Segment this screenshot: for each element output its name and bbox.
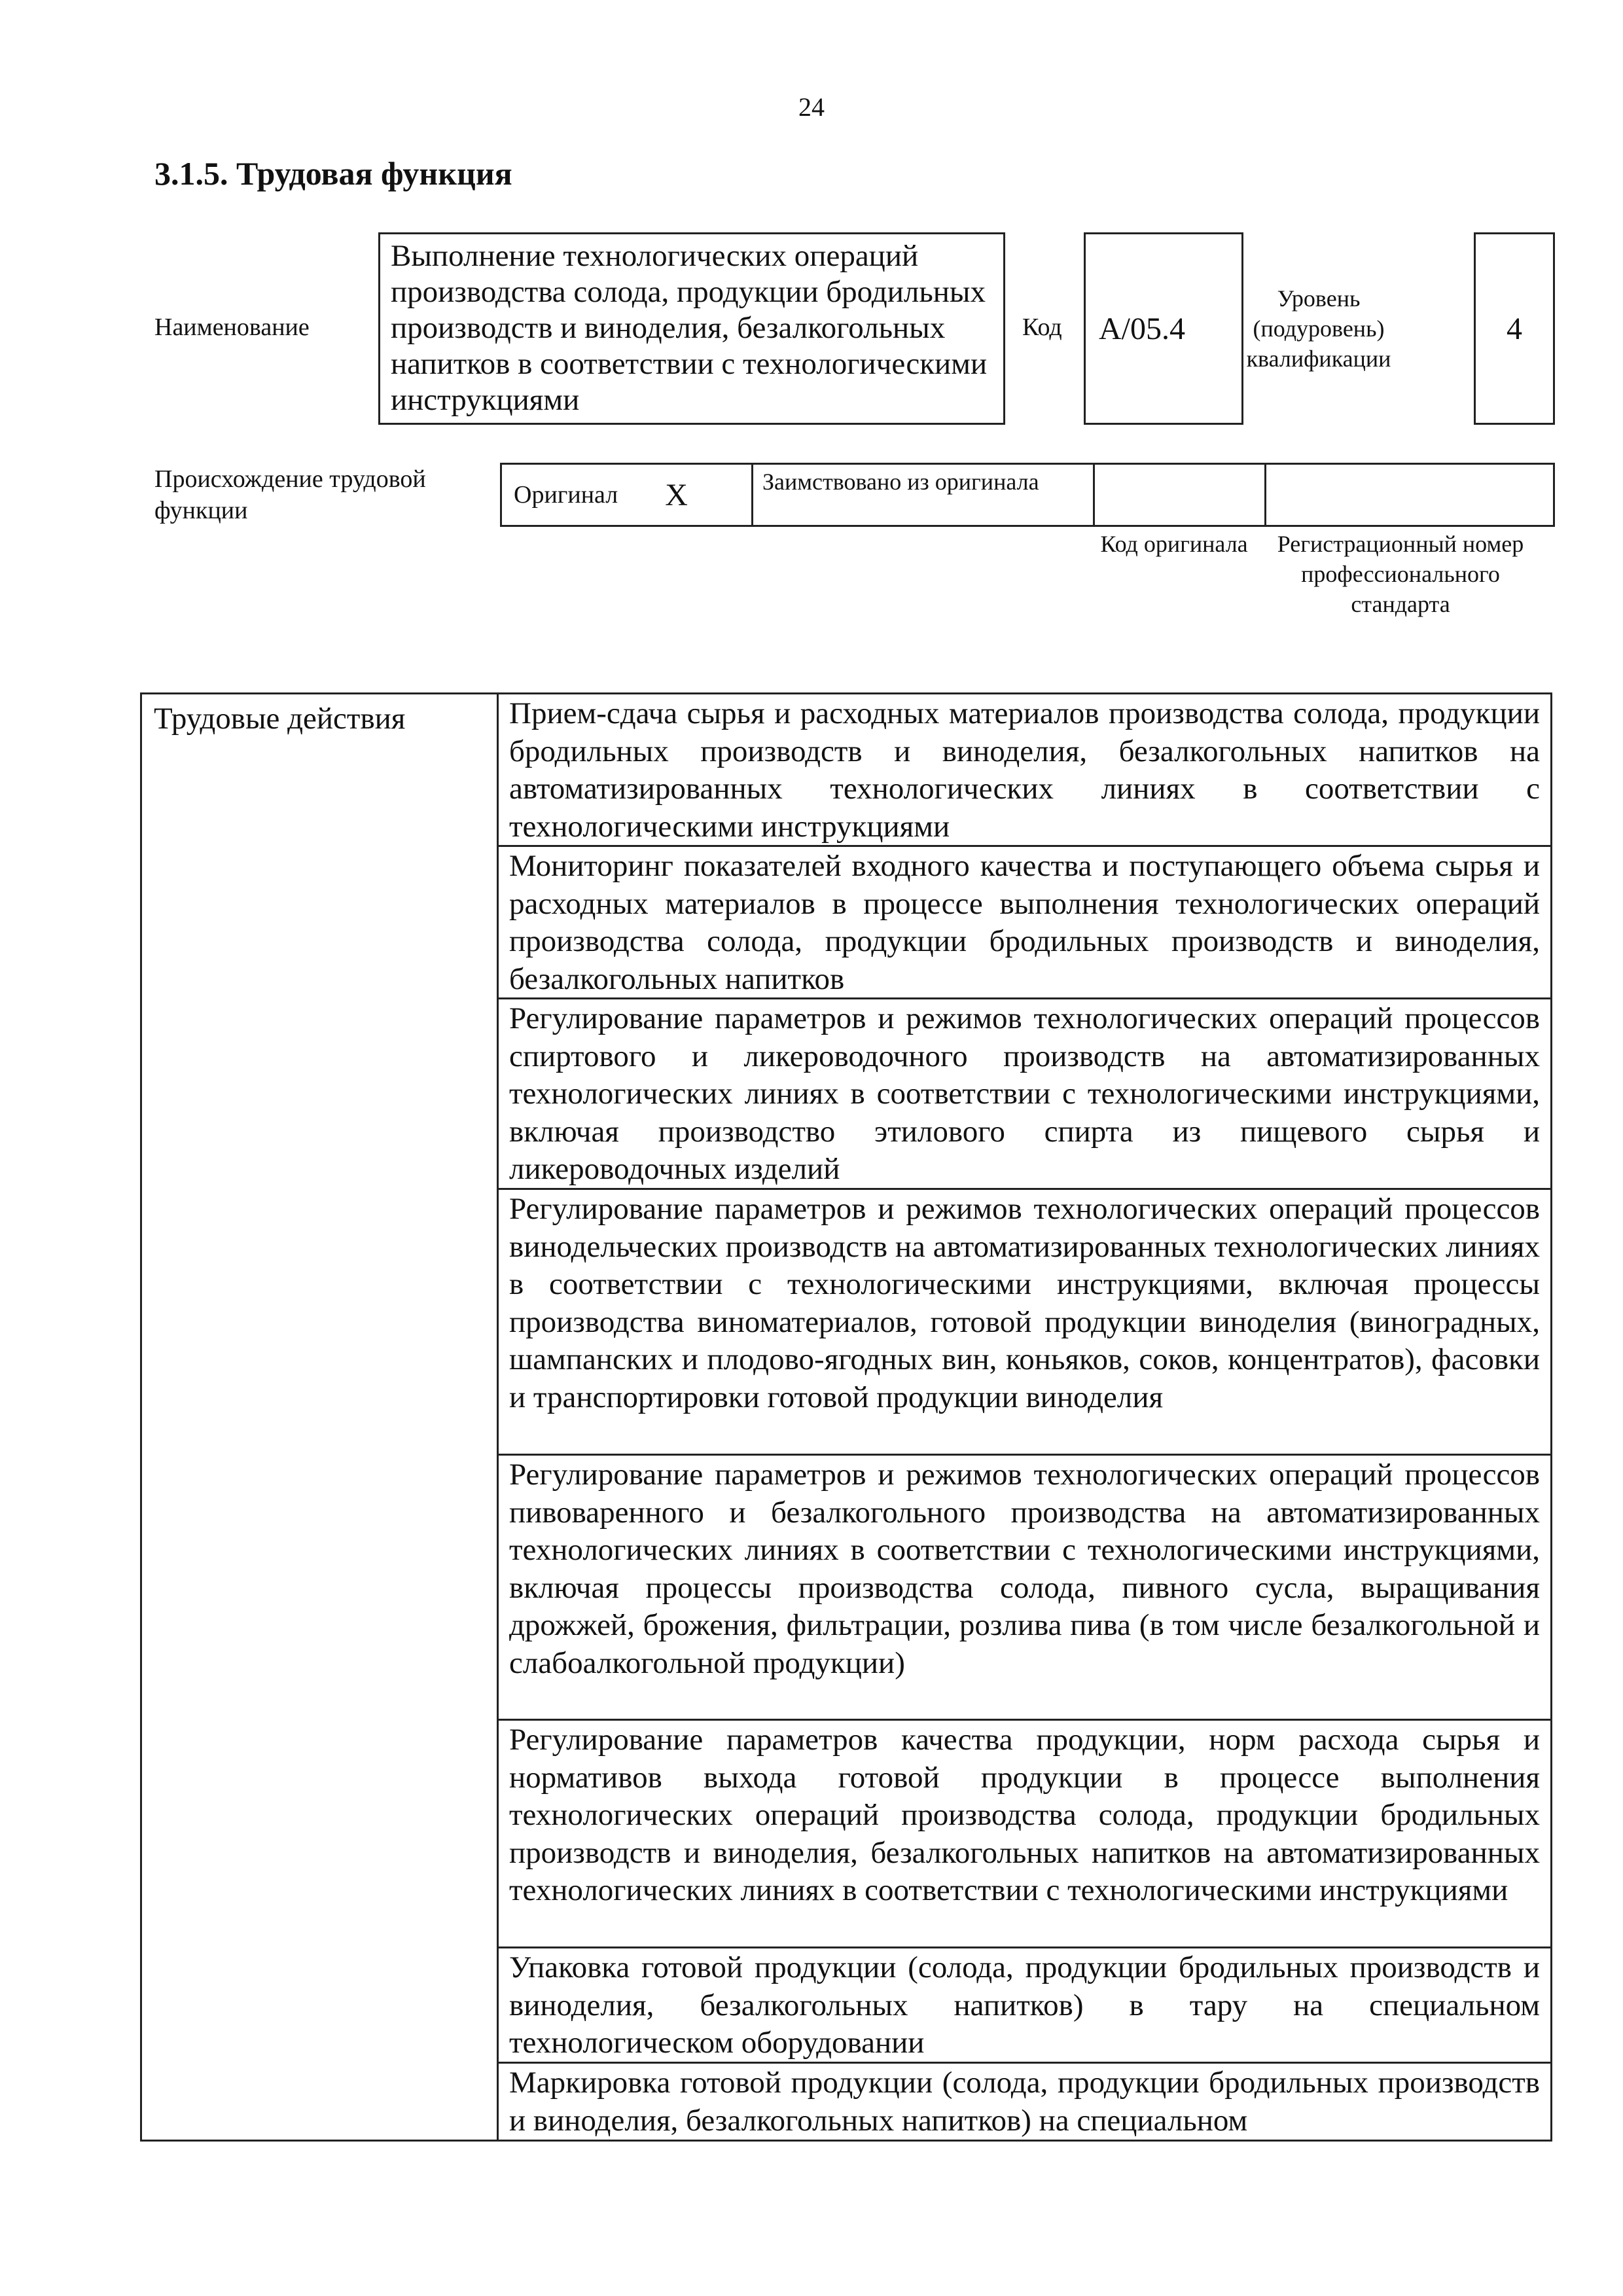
function-name: Выполнение технологических операций производства солода, продукции бродильных производств и виноделия, безалкогольных напитков в соответствии с технологическими инструкциями	[391, 239, 988, 417]
code-original-caption: Код оригинала	[1100, 531, 1248, 557]
name-label: Наименование	[154, 314, 310, 341]
origin-borrowed-cell	[753, 465, 1095, 525]
function-code-box	[1084, 232, 1243, 425]
labor-actions-table	[140, 692, 1552, 2142]
original-mark: X	[665, 477, 688, 512]
original-label: Оригинал	[514, 481, 618, 509]
origin-label: Происхождение трудовой функции	[154, 465, 426, 524]
labor-action-row: Регулирование параметров и режимов технологических операций процессов пивоваренного и безалкогольного производства на автоматизированных технологических линиях в соответствии с технологическими инструкциями, включая процессы производства солода, пивного сусла, выращивания дрожжей, брожения, фильтрации, розлива пива (в том числе безалкогольной и слабоалкогольной продукции)	[499, 1456, 1550, 1721]
labor-action-row: Прием-сдача сырья и расходных материалов производства солода, продукции бродильных производств и виноделия, безалкогольных напитков на автоматизированных технологических линиях в соответствии с технологическими инструкциями	[499, 694, 1550, 847]
labor-action-row: Регулирование параметров и режимов технологических операций процессов винодельческих производств на автоматизированных технологических линиях в соответствии с технологическими инструкциями, включая процессы производства виноматериалов, готовой продукции виноделия (виноградных, шампанских и плодово-ягодных вин, коньяков, соков, концентратов), фасовки и транспортировки готовой продукции виноделия	[499, 1190, 1550, 1456]
origin-original-cell	[502, 465, 753, 525]
origin-table	[500, 463, 1555, 527]
level-box	[1474, 232, 1555, 425]
labor-action-row: Упаковка готовой продукции (солода, продукции бродильных производств и виноделия, безалкогольных напитков) в тару на специальном технологическом оборудовании	[499, 1948, 1550, 2064]
labor-actions-list	[499, 694, 1550, 2144]
labor-action-row: Регулирование параметров и режимов технологических операций процессов спиртового и ликероводочного производств на автоматизированных технологических линиях в соответствии с технологическими инструкциями, включая производство этилового спирта из пищевого сырья и ликероводочных изделий	[499, 999, 1550, 1190]
labor-action-row: Мониторинг показателей входного качества и поступающего объема сырья и расходных материалов в процессе выполнения технологических операций производства солода, продукции бродильных производств и виноделия, безалкогольных напитков	[499, 847, 1550, 999]
code-label: Код	[1022, 314, 1062, 341]
origin-reg-cell	[1266, 465, 1553, 525]
function-code: A/05.4	[1099, 311, 1185, 346]
function-name-box	[378, 232, 1005, 425]
labor-action-row: Маркировка готовой продукции (солода, продукции бродильных производств и виноделия, безалкогольных напитков) на специальном	[509, 2066, 1540, 2138]
section-title: 3.1.5. Трудовая функция	[154, 155, 512, 192]
labor-actions-label: Трудовые действия	[142, 694, 499, 2140]
borrowed-label: Заимствовано из оригинала	[762, 469, 1039, 495]
labor-action-row: Регулирование параметров качества продукции, норм расхода сырья и нормативов выхода готовой продукции в процессе выполнения технологических операций производства солода, продукции бродильных производств и виноделия, безалкогольных напитков на автоматизированных технологических линиях в соответствии с технологическими инструкциями	[499, 1721, 1550, 1948]
level-value: 4	[1507, 311, 1522, 346]
reg-number-caption: Регистрационный номер профессионального стандарта	[1277, 531, 1524, 617]
level-label: Уровень (подуровень) квалификации	[1246, 285, 1391, 372]
page-number: 24	[798, 92, 825, 122]
origin-code-cell	[1095, 465, 1266, 525]
